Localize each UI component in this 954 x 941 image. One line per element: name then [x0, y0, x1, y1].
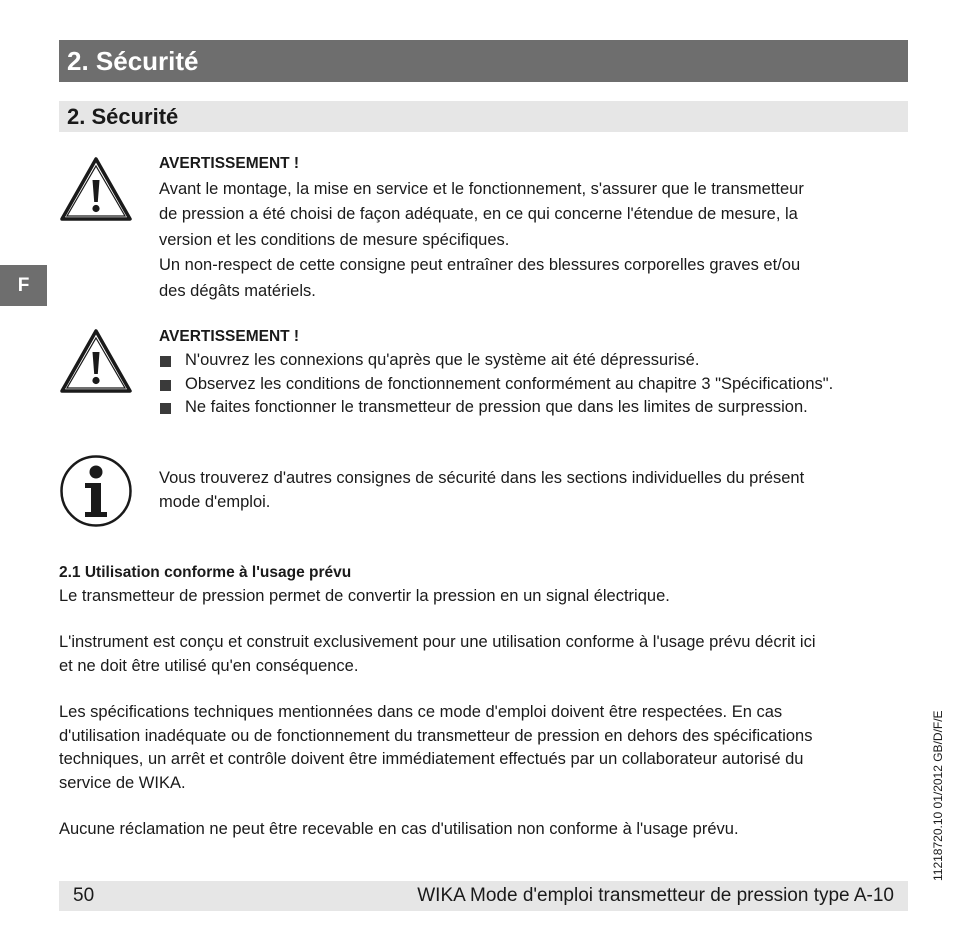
- section-heading: 2.1 Utilisation conforme à l'usage prévu: [59, 564, 352, 581]
- bullet-square-icon: [160, 380, 171, 391]
- list-item: Ne faites fonctionner le transmetteur de pression que dans les limites de surpression.: [159, 396, 919, 420]
- warning-line: Un non-respect de cette consigne peut entraîner des blessures corporelles graves et/ou: [159, 256, 801, 274]
- bullet-square-icon: [160, 356, 171, 367]
- page-title-bar: 2. Sécurité: [59, 40, 908, 82]
- warning-block-2: [159, 325, 919, 420]
- list-item: Observez les conditions de fonctionnement conformément au chapitre 3 "Spécifications".: [159, 373, 919, 397]
- warning-triangle-icon: [59, 156, 133, 227]
- document-code: 11218720.10 01/2012 GB/D/F/E: [931, 710, 945, 881]
- info-line: mode d'emploi.: [159, 493, 271, 511]
- warning-title: AVERTISSEMENT !: [159, 328, 300, 345]
- info-circle-icon: [59, 454, 133, 533]
- warning-line: version et les conditions de mesure spécifiques.: [159, 230, 510, 249]
- warning-bullet-list: [159, 349, 919, 420]
- language-tab: F: [0, 265, 47, 306]
- footer-text: WIKA Mode d'emploi transmetteur de pression type A-10: [417, 885, 894, 906]
- warning-title: AVERTISSEMENT !: [159, 155, 300, 172]
- list-item: N'ouvrez les connexions qu'après que le système ait été dépressurisé.: [159, 349, 919, 373]
- warning-triangle-icon: [59, 328, 133, 399]
- paragraph: L'instrument est conçu et construit exclusivement pour une utilisation conforme à l'usage prévu décrit ici et ne doit être utilisé qu'en conséquence.: [59, 633, 816, 675]
- info-line: Vous trouverez d'autres consignes de sécurité dans les sections individuelles du présent: [159, 469, 805, 487]
- page-number: 50: [73, 885, 95, 906]
- warning-line: Avant le montage, la mise en service et le fonctionnement, s'assurer que le transmetteur: [159, 179, 804, 198]
- section-title-bar: 2. Sécurité: [59, 101, 908, 132]
- bullet-square-icon: [160, 403, 171, 414]
- paragraph: Les spécifications techniques mentionnées dans ce mode d'emploi doivent être respectées. En cas d'utilisation inadéquate ou de fonctionnement du transmetteur de pression en dehors des spécifications techniques, un arrêt et contrôle doivent être immédiatement effectués par un collaborateur autorisé du service de WIKA.: [59, 703, 813, 792]
- warning-block-1: [159, 151, 919, 304]
- section-2-1: [59, 561, 919, 842]
- warning-line: des dégâts matériels.: [159, 281, 316, 300]
- warning-line: de pression a été choisi de façon adéquate, en ce qui concerne l'étendue de mesure, la: [159, 205, 798, 223]
- footer-bar: [59, 881, 908, 911]
- paragraph: Le transmetteur de pression permet de convertir la pression en un signal électrique.: [59, 586, 670, 605]
- info-block: [159, 466, 919, 514]
- paragraph: Aucune réclamation ne peut être recevable en cas d'utilisation non conforme à l'usage prévu.: [59, 820, 739, 838]
